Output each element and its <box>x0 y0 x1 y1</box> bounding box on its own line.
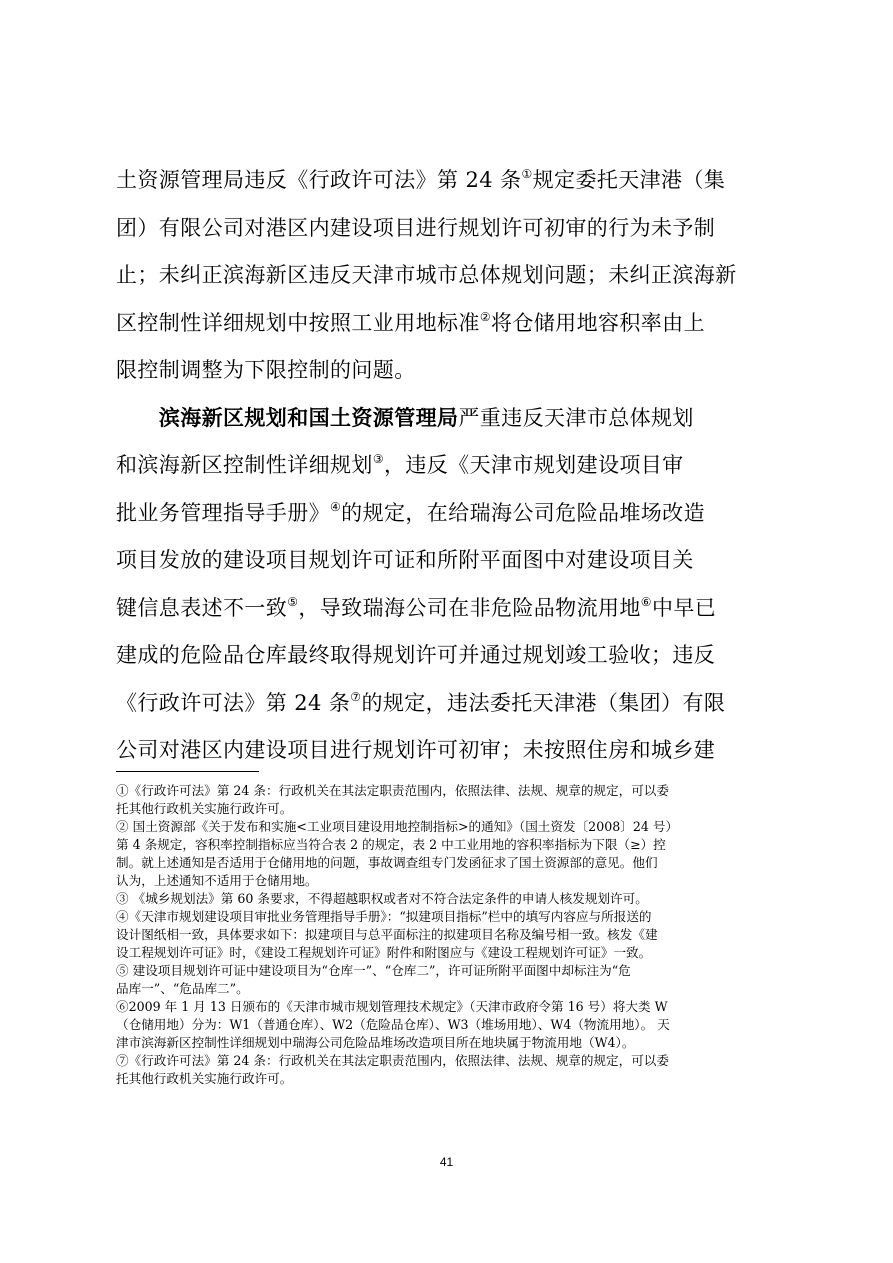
footnote-ref[interactable]: ① <box>521 167 533 181</box>
footnote-line: （仓储用地）分为：W1（普通仓库）、W2（危险品仓库）、W3（堆场用地）、W4（物流用地）。 天 <box>116 1017 670 1032</box>
footnote-line: 制。就上述通知是否适用于仓储用地的问题，事故调查组专门发函征求了国土资源部的意见。他们 <box>116 855 658 870</box>
footnote-ref[interactable]: ⑤ <box>287 594 299 609</box>
body-line: 公司对港区内建设项目进行规划许可初审；未按照住房和城乡建 <box>116 738 716 762</box>
footnote-ref[interactable]: ② <box>479 309 491 324</box>
footnote-line: 设工程规划许可证》时，《建设工程规划许可证》附件和附图应与《建设工程规划许可证》一致。 <box>116 945 652 960</box>
footnote-line: ①《行政许可法》第 24 条：行政机关在其法定职责范围内，依照法律、法规、规章的规定，可以委 <box>116 783 669 798</box>
footnote-line: ② 国土资源部《关于发布和实施<工业项目建设用地控制指标>的通知》（国土资发〔2008〕24 号） <box>116 819 679 834</box>
body-line: 团）有限公司对港区内建设项目进行规划许可初审的行为未予制 <box>116 215 716 240</box>
footnote-line: ③ 《城乡规划法》第 60 条要求，不得超越职权或者对不符合法定条件的申请人核发规划许可。 <box>116 891 648 906</box>
body-line: 区控制性详细规划中按照工业用地标准②将仓储用地容积率由上 <box>116 309 705 335</box>
footnotes <box>116 782 778 1088</box>
footnote-separator <box>116 771 259 772</box>
footnote-line: 第 4 条规定，容积率控制指标应当符合表 2 的规定，表 2 中工业用地的容积率指标为下限（≥）控 <box>116 837 666 852</box>
body-line: 建成的危险品仓库最终取得规划许可并通过规划竣工验收；违反 <box>116 643 716 667</box>
body-line: 项目发放的建设项目规划许可证和所附平面图中对建设项目关 <box>116 548 694 572</box>
body-text <box>116 162 778 780</box>
footnote-ref[interactable]: ④ <box>330 499 342 514</box>
footnote-line: 认为，上述通知不适用于仓储用地。 <box>116 873 318 888</box>
footnote-line: 托其他行政机关实施行政许可。 <box>116 801 293 816</box>
footnote-line: 品库一”、“危品库二”。 <box>116 981 249 996</box>
body-line: 批业务管理指导手册》④的规定，在给瑞海公司危险品堆场改造 <box>116 499 705 525</box>
footnote-ref[interactable]: ⑦ <box>350 689 362 704</box>
footnote-ref[interactable]: ③ <box>372 452 384 466</box>
body-line: 和滨海新区控制性详细规划③，违反《天津市规划建设项目审 <box>116 452 684 477</box>
body-line: 滨海新区规划和国土资源管理局严重违反天津市总体规划 <box>158 404 694 430</box>
footnote-line: ⑦《行政许可法》第 24 条：行政机关在其法定职责范围内，依照法律、法规、规章的规定，可以委 <box>116 1053 669 1068</box>
body-line: 《行政许可法》第 24 条⑦的规定，违法委托天津港（集团）有限 <box>116 689 726 715</box>
body-line: 土资源管理局违反《行政许可法》第 24 条①规定委托天津港（集 <box>116 167 726 192</box>
footnote-line: 津市滨海新区控制性详细规划中瑞海公司危险品堆场改造项目所在地块属于物流用地（W4）。 <box>116 1035 635 1050</box>
footnote-line: ⑥2009 年 1 月 13 日颁布的《天津市城市规划管理技术规定》（天津市政府令第 16 号）将大类 W <box>116 999 668 1014</box>
bureau-name-bold: 滨海新区规划和国土资源管理局 <box>158 404 459 430</box>
body-line: 键信息表述不一致⑤，导致瑞海公司在非危险品物流用地⑥中早已 <box>116 594 717 620</box>
body-line: 止；未纠正滨海新区违反天津市城市总体规划问题；未纠正滨海新 <box>116 263 737 287</box>
footnote-line: 托其他行政机关实施行政许可。 <box>116 1071 293 1086</box>
body-line: 限控制调整为下限控制的问题。 <box>116 358 416 382</box>
footnote-ref[interactable]: ⑥ <box>640 594 652 609</box>
footnote-line: ⑤ 建设项目规划许可证中建设项目为“仓库一”、“仓库二”，许可证所附平面图中却标注为“危 <box>116 963 631 978</box>
page-number: 41 <box>439 1155 454 1169</box>
footnote-line: ④《天津市规划建设项目审批业务管理指导手册》：“拟建项目指标”栏中的填写内容应与所报送的 <box>116 909 652 924</box>
footnote-line: 设计图纸相一致，具体要求如下：拟建项目与总平面标注的拟建项目名称及编号相一致。核发《建 <box>116 927 658 942</box>
